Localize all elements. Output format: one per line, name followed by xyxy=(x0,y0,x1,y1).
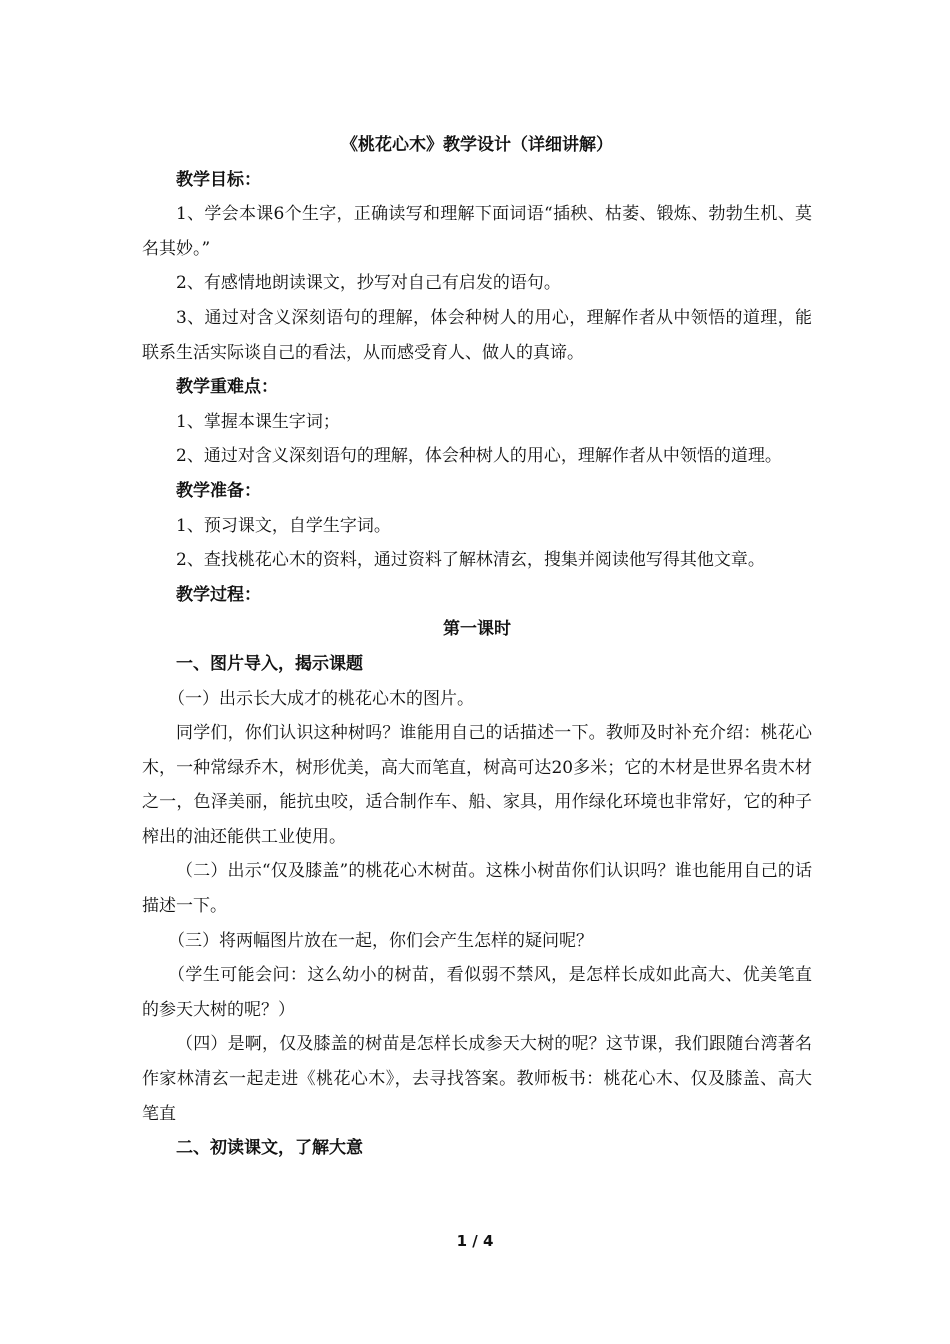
part-2-heading: 二、初读课文，了解大意 xyxy=(176,1138,363,1159)
goals-heading: 教学目标： xyxy=(176,169,261,190)
paragraph-6: （四）是啊，仅及膝盖的树苗是怎样长成参天大树的呢？这节课，我们跟随台湾著名作家林清玄一起走进《桃花心木》，去寻找答案。教师板书：桃花心木、仅及膝盖、高大笔直 xyxy=(142,1034,812,1124)
key-point-1: 1、掌握本课生字词； xyxy=(176,411,340,432)
goal-3: 3、通过对含义深刻语句的理解，体会种树人的用心，理解作者从中领悟的道理，能联系生活实际谈自己的看法，从而感受育人、做人的真谛。 xyxy=(142,307,812,363)
process-heading: 教学过程： xyxy=(176,584,261,605)
part-1-heading: 一、图片导入，揭示课题 xyxy=(176,653,363,674)
lesson-title: 第一课时 xyxy=(443,619,511,640)
goal-2: 2、有感情地朗读课文，抄写对自己有启发的语句。 xyxy=(176,273,561,294)
preparation-1: 1、预习课文，自学生字词。 xyxy=(176,515,391,536)
goal-1: 1、学会本课6个生字，正确读写和理解下面词语“插秧、枯萎、锻炼、勃勃生机、莫名其妙。” xyxy=(142,204,812,259)
key-point-2: 2、通过对含义深刻语句的理解，体会种树人的用心，理解作者从中领悟的道理。 xyxy=(176,446,782,467)
paragraph-4: （三）将两幅图片放在一起，你们会产生怎样的疑问呢？ xyxy=(168,930,593,951)
preparation-heading: 教学准备： xyxy=(176,480,261,501)
preparation-2: 2、查找桃花心木的资料，通过资料了解林清玄，搜集并阅读他写得其他文章。 xyxy=(176,550,765,571)
paragraph-1: （一）出示长大成才的桃花心木的图片。 xyxy=(168,688,474,709)
paragraph-3: （二）出示“仅及膝盖”的桃花心木树苗。这株小树苗你们认识吗？谁也能用自己的话描述一下。 xyxy=(142,861,812,917)
paragraph-5: （学生可能会问：这么幼小的树苗，看似弱不禁风，是怎样长成如此高大、优美笔直的参天大树的呢？） xyxy=(142,965,812,1020)
paragraph-2: 同学们，你们认识这种树吗？谁能用自己的话描述一下。教师及时补充介绍：桃花心木，一种常绿乔木，树形优美，高大而笔直，树高可达20多米；它的木材是世界名贵木材之一，色泽美丽，能抗虫咬，适合制作车、船、家具，用作绿化环境也非常好，它的种子榨出的油还能供工业使用。 xyxy=(142,723,812,847)
document-body xyxy=(142,128,812,1166)
document-title: 《桃花心木》教学设计（详细讲解） xyxy=(341,135,613,155)
page-number: 1 / 4 xyxy=(456,1232,494,1250)
key-points-heading: 教学重难点： xyxy=(176,377,278,398)
